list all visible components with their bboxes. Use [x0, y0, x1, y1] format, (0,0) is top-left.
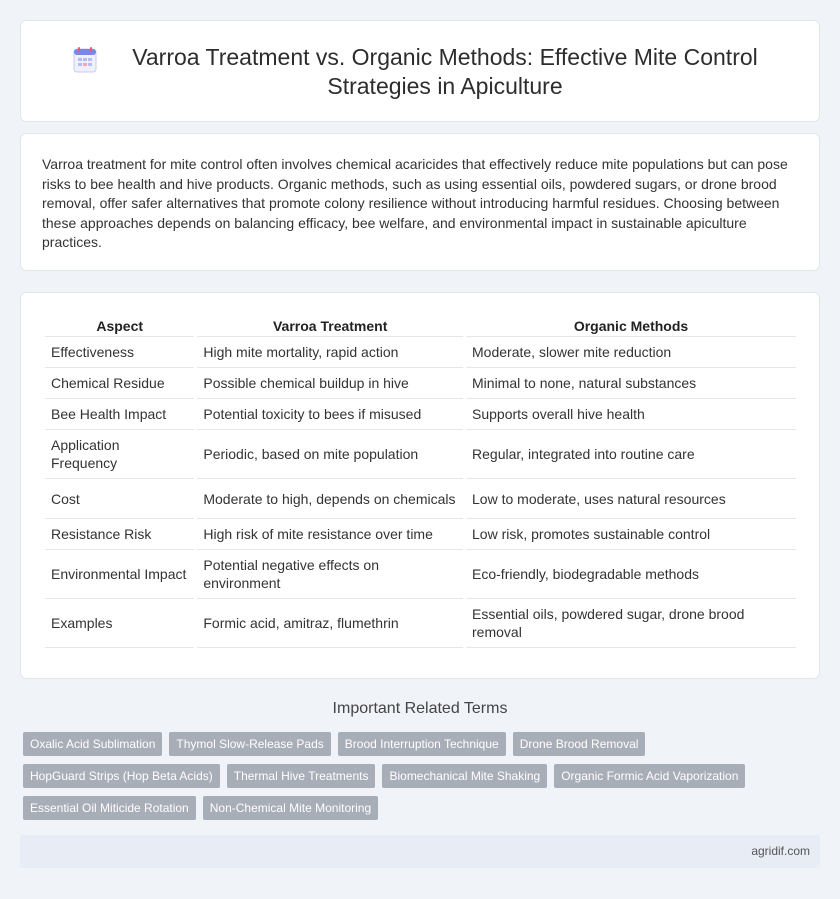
table-row: [45, 479, 796, 519]
table-row: [45, 519, 796, 550]
cell-aspect: Examples: [45, 599, 194, 648]
cell-varroa: High risk of mite resistance over time: [197, 519, 463, 550]
cell-varroa: Potential toxicity to bees if misused: [197, 399, 463, 430]
cell-aspect: Bee Health Impact: [45, 399, 194, 430]
cell-organic: Essential oils, powdered sugar, drone brood removal: [466, 599, 796, 648]
related-term-tag[interactable]: Thermal Hive Treatments: [227, 764, 376, 788]
cell-organic: Regular, integrated into routine care: [466, 430, 796, 479]
table-row: [45, 599, 796, 648]
cell-varroa: Moderate to high, depends on chemicals: [197, 479, 463, 519]
cell-aspect: Resistance Risk: [45, 519, 194, 550]
table-row: [45, 430, 796, 479]
related-term-tag[interactable]: Brood Interruption Technique: [338, 732, 506, 756]
cell-organic: Eco-friendly, biodegradable methods: [466, 550, 796, 599]
cell-varroa: Potential negative effects on environment: [197, 550, 463, 599]
cell-organic: Low to moderate, uses natural resources: [466, 479, 796, 519]
table-row: [45, 399, 796, 430]
cell-aspect: Cost: [45, 479, 194, 519]
header-aspect: Aspect: [45, 315, 194, 337]
related-terms-tags: [23, 732, 803, 820]
cell-organic: Moderate, slower mite reduction: [466, 337, 796, 368]
cell-aspect: Application Frequency: [45, 430, 194, 479]
related-term-tag[interactable]: Biomechanical Mite Shaking: [382, 764, 547, 788]
related-term-tag[interactable]: Thymol Slow-Release Pads: [169, 732, 330, 756]
cell-aspect: Effectiveness: [45, 337, 194, 368]
header-varroa-treatment: Varroa Treatment: [197, 315, 463, 337]
table-header-row: [45, 315, 796, 337]
cell-organic: Supports overall hive health: [466, 399, 796, 430]
cell-aspect: Chemical Residue: [45, 368, 194, 399]
comparison-table-card: [20, 292, 820, 679]
related-term-tag[interactable]: Essential Oil Miticide Rotation: [23, 796, 196, 820]
cell-organic: Low risk, promotes sustainable control: [466, 519, 796, 550]
related-term-tag[interactable]: HopGuard Strips (Hop Beta Acids): [23, 764, 220, 788]
table-row: [45, 368, 796, 399]
cell-aspect: Environmental Impact: [45, 550, 194, 599]
table-row: [45, 337, 796, 368]
cell-varroa: Possible chemical buildup in hive: [197, 368, 463, 399]
related-term-tag[interactable]: Oxalic Acid Sublimation: [23, 732, 162, 756]
related-term-tag[interactable]: Drone Brood Removal: [513, 732, 646, 756]
cell-organic: Minimal to none, natural substances: [466, 368, 796, 399]
comparison-table: [42, 315, 799, 648]
header-organic-methods: Organic Methods: [466, 315, 796, 337]
related-terms-title: Important Related Terms: [332, 700, 508, 717]
table-row: [45, 550, 796, 599]
cell-varroa: Periodic, based on mite population: [197, 430, 463, 479]
cell-varroa: Formic acid, amitraz, flumethrin: [197, 599, 463, 648]
related-term-tag[interactable]: Non-Chemical Mite Monitoring: [203, 796, 378, 820]
intro-card: [20, 133, 820, 271]
header-card: [20, 20, 820, 122]
footer: [20, 835, 820, 868]
footer-site-link[interactable]: agridif.com: [751, 844, 810, 858]
page-title: Varroa Treatment vs. Organic Methods: Effective Mite Control Strategies in Apiculture: [132, 44, 758, 99]
intro-paragraph: Varroa treatment for mite control often involves chemical acaricides that effectively reduce mite populations but can pose risks to bee health and hive products. Organic methods, such as using essential oils, powdered sugars, or drone brood removal, offer safer alternatives that promote colony resilience without introducing harmful residues. Choosing between these approaches depends on balancing efficacy, bee welfare, and environmental impact in sustainable apiculture practices.: [42, 156, 788, 251]
related-term-tag[interactable]: Organic Formic Acid Vaporization: [554, 764, 745, 788]
cell-varroa: High mite mortality, rapid action: [197, 337, 463, 368]
